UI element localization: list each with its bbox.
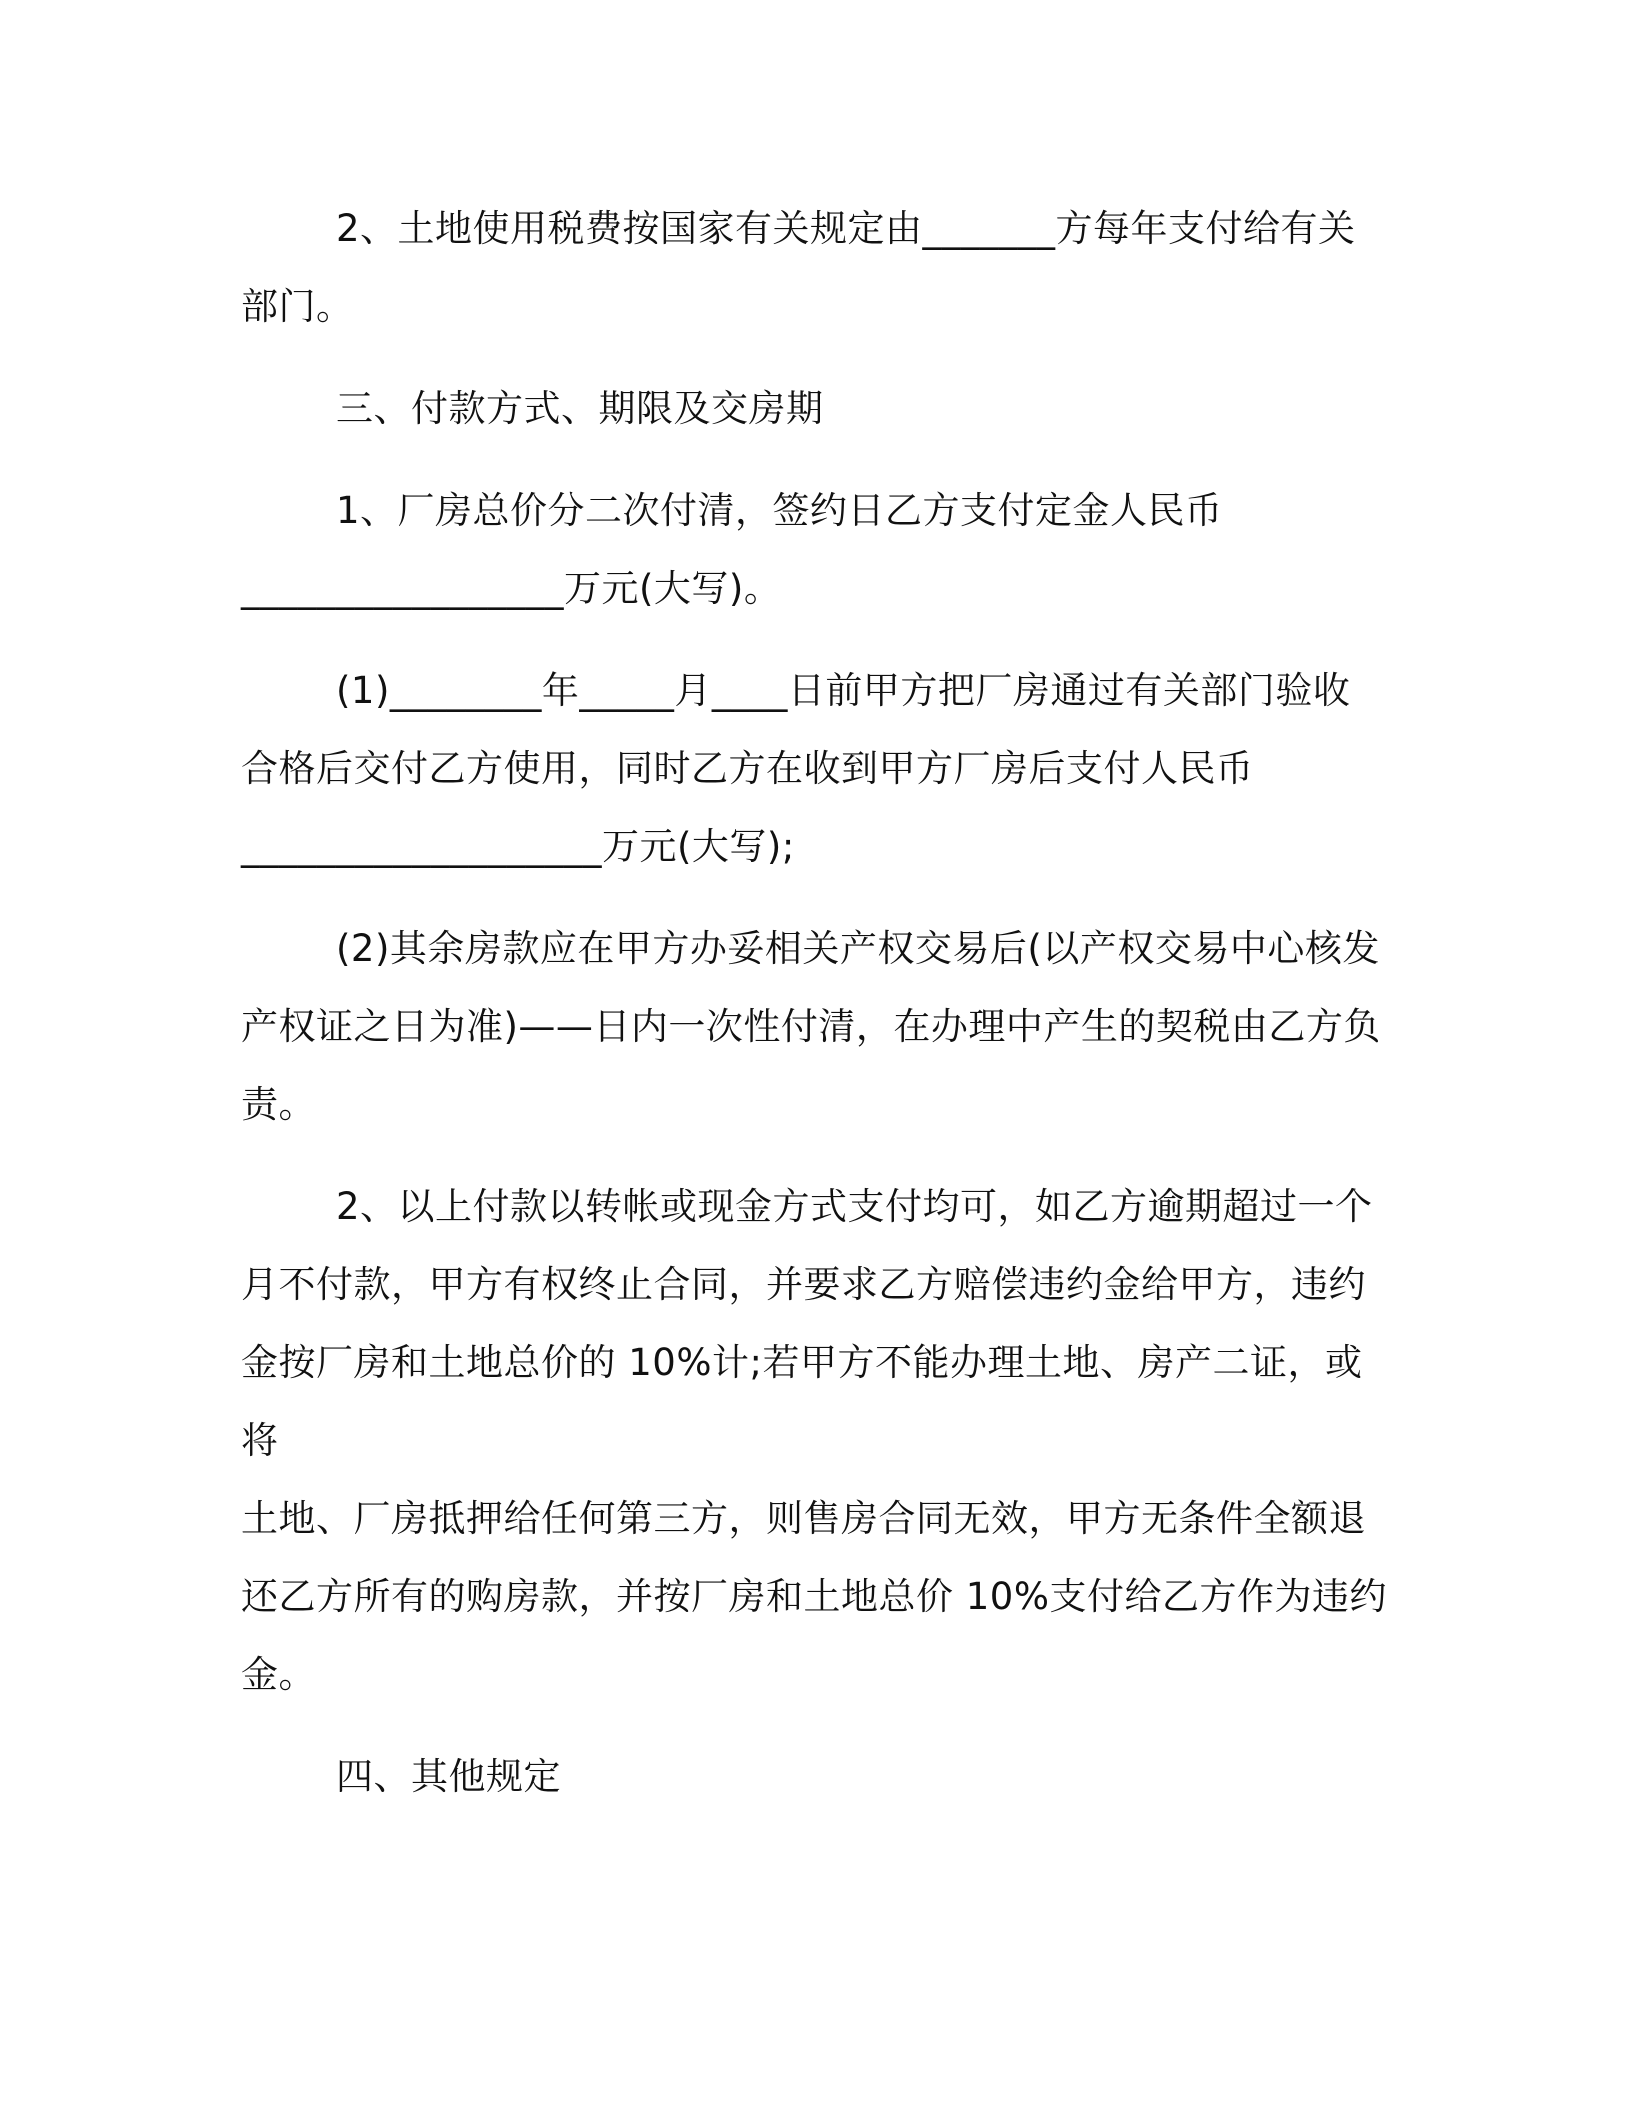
text-line: 还乙方所有的购房款，并按厂房和土地总价 10%支付给乙方作为违约: [241, 1575, 1387, 1618]
section-heading-payment: [241, 370, 1391, 448]
text-line: 合格后交付乙方使用，同时乙方在收到甲方厂房后支付人民币: [241, 747, 1254, 790]
text-line: 1、厂房总价分二次付清，签约日乙方支付定金人民币: [336, 489, 1223, 532]
heading-text: 三、付款方式、期限及交房期: [336, 387, 824, 430]
text-line: _________________万元(大写)。: [241, 567, 782, 610]
text-line: ___________________万元(大写);: [241, 825, 795, 868]
text-line: 2、土地使用税费按国家有关规定由_______方每年支付给有关: [336, 207, 1356, 250]
paragraph-payment-1: [241, 472, 1391, 628]
text-line: 责。: [241, 1083, 316, 1126]
heading-text: 四、其他规定: [336, 1755, 561, 1798]
text-line: 土地、厂房抵押给任何第三方，则售房合同无效，甲方无条件全额退: [241, 1497, 1366, 1540]
text-line: 产权证之日为准)——日内一次性付清，在办理中产生的契税由乙方负: [241, 1005, 1381, 1048]
text-line: (1)________年_____月____日前甲方把厂房通过有关部门验收: [336, 669, 1351, 712]
text-line: 月不付款，甲方有权终止合同，并要求乙方赔偿违约金给甲方，违约: [241, 1263, 1366, 1306]
paragraph-land-tax: [241, 190, 1391, 346]
text-line: (2)其余房款应在甲方办妥相关产权交易后(以产权交易中心核发: [336, 927, 1380, 970]
text-line: 2、以上付款以转帐或现金方式支付均可，如乙方逾期超过一个: [336, 1185, 1373, 1228]
paragraph-payment-1-sub1: [241, 652, 1391, 886]
text-line: 金按厂房和土地总价的 10%计;若甲方不能办理土地、房产二证，或将: [241, 1341, 1363, 1462]
text-line: 部门。: [241, 285, 354, 328]
paragraph-payment-1-sub2: [241, 910, 1391, 1144]
section-heading-other: [241, 1738, 1391, 1816]
text-line: 金。: [241, 1653, 316, 1696]
document-page: [241, 190, 1391, 1840]
paragraph-payment-2: [241, 1168, 1391, 1714]
